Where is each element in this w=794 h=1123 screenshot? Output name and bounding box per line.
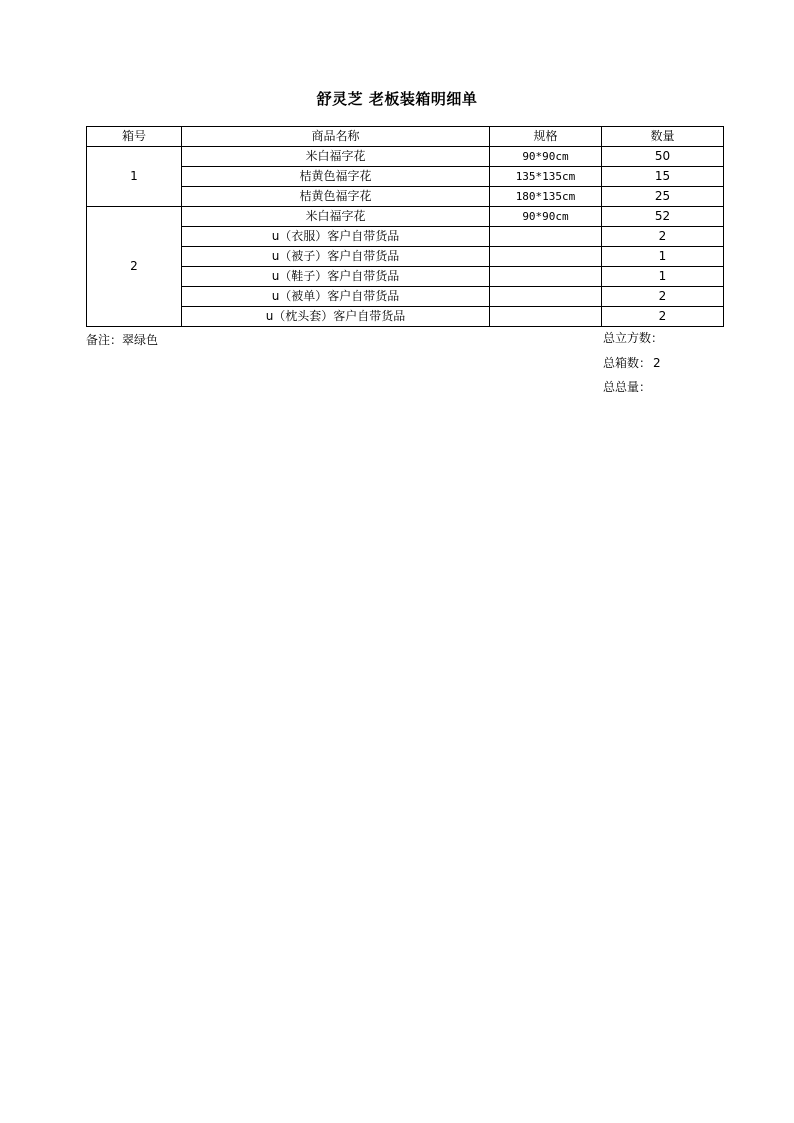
quantity-cell: 1 — [602, 267, 724, 287]
total-boxes-line — [603, 354, 661, 371]
total-weight-line — [603, 378, 653, 395]
spec-cell — [490, 287, 602, 307]
spec-cell: 135*135cm — [490, 167, 602, 187]
spec-cell: 90*90cm — [490, 207, 602, 227]
product-name-cell: 桔黄色福字花 — [182, 187, 490, 207]
table-row — [87, 267, 724, 287]
table-row — [87, 147, 724, 167]
quantity-cell: 2 — [602, 307, 724, 327]
header-product-name: 商品名称 — [182, 127, 490, 147]
table-row — [87, 227, 724, 247]
box-number-cell: 1 — [87, 147, 182, 207]
product-name-cell: u（衣服）客户自带货品 — [182, 227, 490, 247]
total-volume-label: 总立方数： — [603, 331, 664, 345]
quantity-cell: 2 — [602, 287, 724, 307]
quantity-cell: 15 — [602, 167, 724, 187]
product-name-cell: u（鞋子）客户自带货品 — [182, 267, 490, 287]
total-volume-line — [603, 329, 665, 346]
header-spec: 规格 — [490, 127, 602, 147]
product-name-cell: 桔黄色福字花 — [182, 167, 490, 187]
quantity-cell: 2 — [602, 227, 724, 247]
quantity-cell: 50 — [602, 147, 724, 167]
table-row — [87, 247, 724, 267]
table-row — [87, 187, 724, 207]
table-row — [87, 207, 724, 227]
total-boxes-value: 2 — [653, 356, 661, 370]
quantity-cell: 1 — [602, 247, 724, 267]
product-name-cell: u（枕头套）客户自带货品 — [182, 307, 490, 327]
header-quantity: 数量 — [602, 127, 724, 147]
page-title: 舒灵芝 老板装箱明细单 — [316, 90, 478, 108]
spec-cell: 180*135cm — [490, 187, 602, 207]
packing-list-table — [86, 126, 724, 327]
spec-cell — [490, 247, 602, 267]
remark-note: 备注：翠绿色 — [86, 333, 159, 347]
spec-cell — [490, 307, 602, 327]
total-weight-label: 总总量： — [603, 380, 652, 394]
table-row — [87, 307, 724, 327]
header-box-no: 箱号 — [87, 127, 182, 147]
product-name-cell: u（被单）客户自带货品 — [182, 287, 490, 307]
product-name-cell: 米白福字花 — [182, 207, 490, 227]
box-number-cell: 2 — [87, 207, 182, 327]
product-name-cell: u（被子）客户自带货品 — [182, 247, 490, 267]
spec-cell — [490, 227, 602, 247]
product-name-cell: 米白福字花 — [182, 147, 490, 167]
total-boxes-label: 总箱数： — [603, 356, 652, 370]
quantity-cell: 52 — [602, 207, 724, 227]
table-row — [87, 167, 724, 187]
table-row — [87, 287, 724, 307]
quantity-cell: 25 — [602, 187, 724, 207]
spec-cell: 90*90cm — [490, 147, 602, 167]
table-header-row — [87, 127, 724, 147]
spec-cell — [490, 267, 602, 287]
